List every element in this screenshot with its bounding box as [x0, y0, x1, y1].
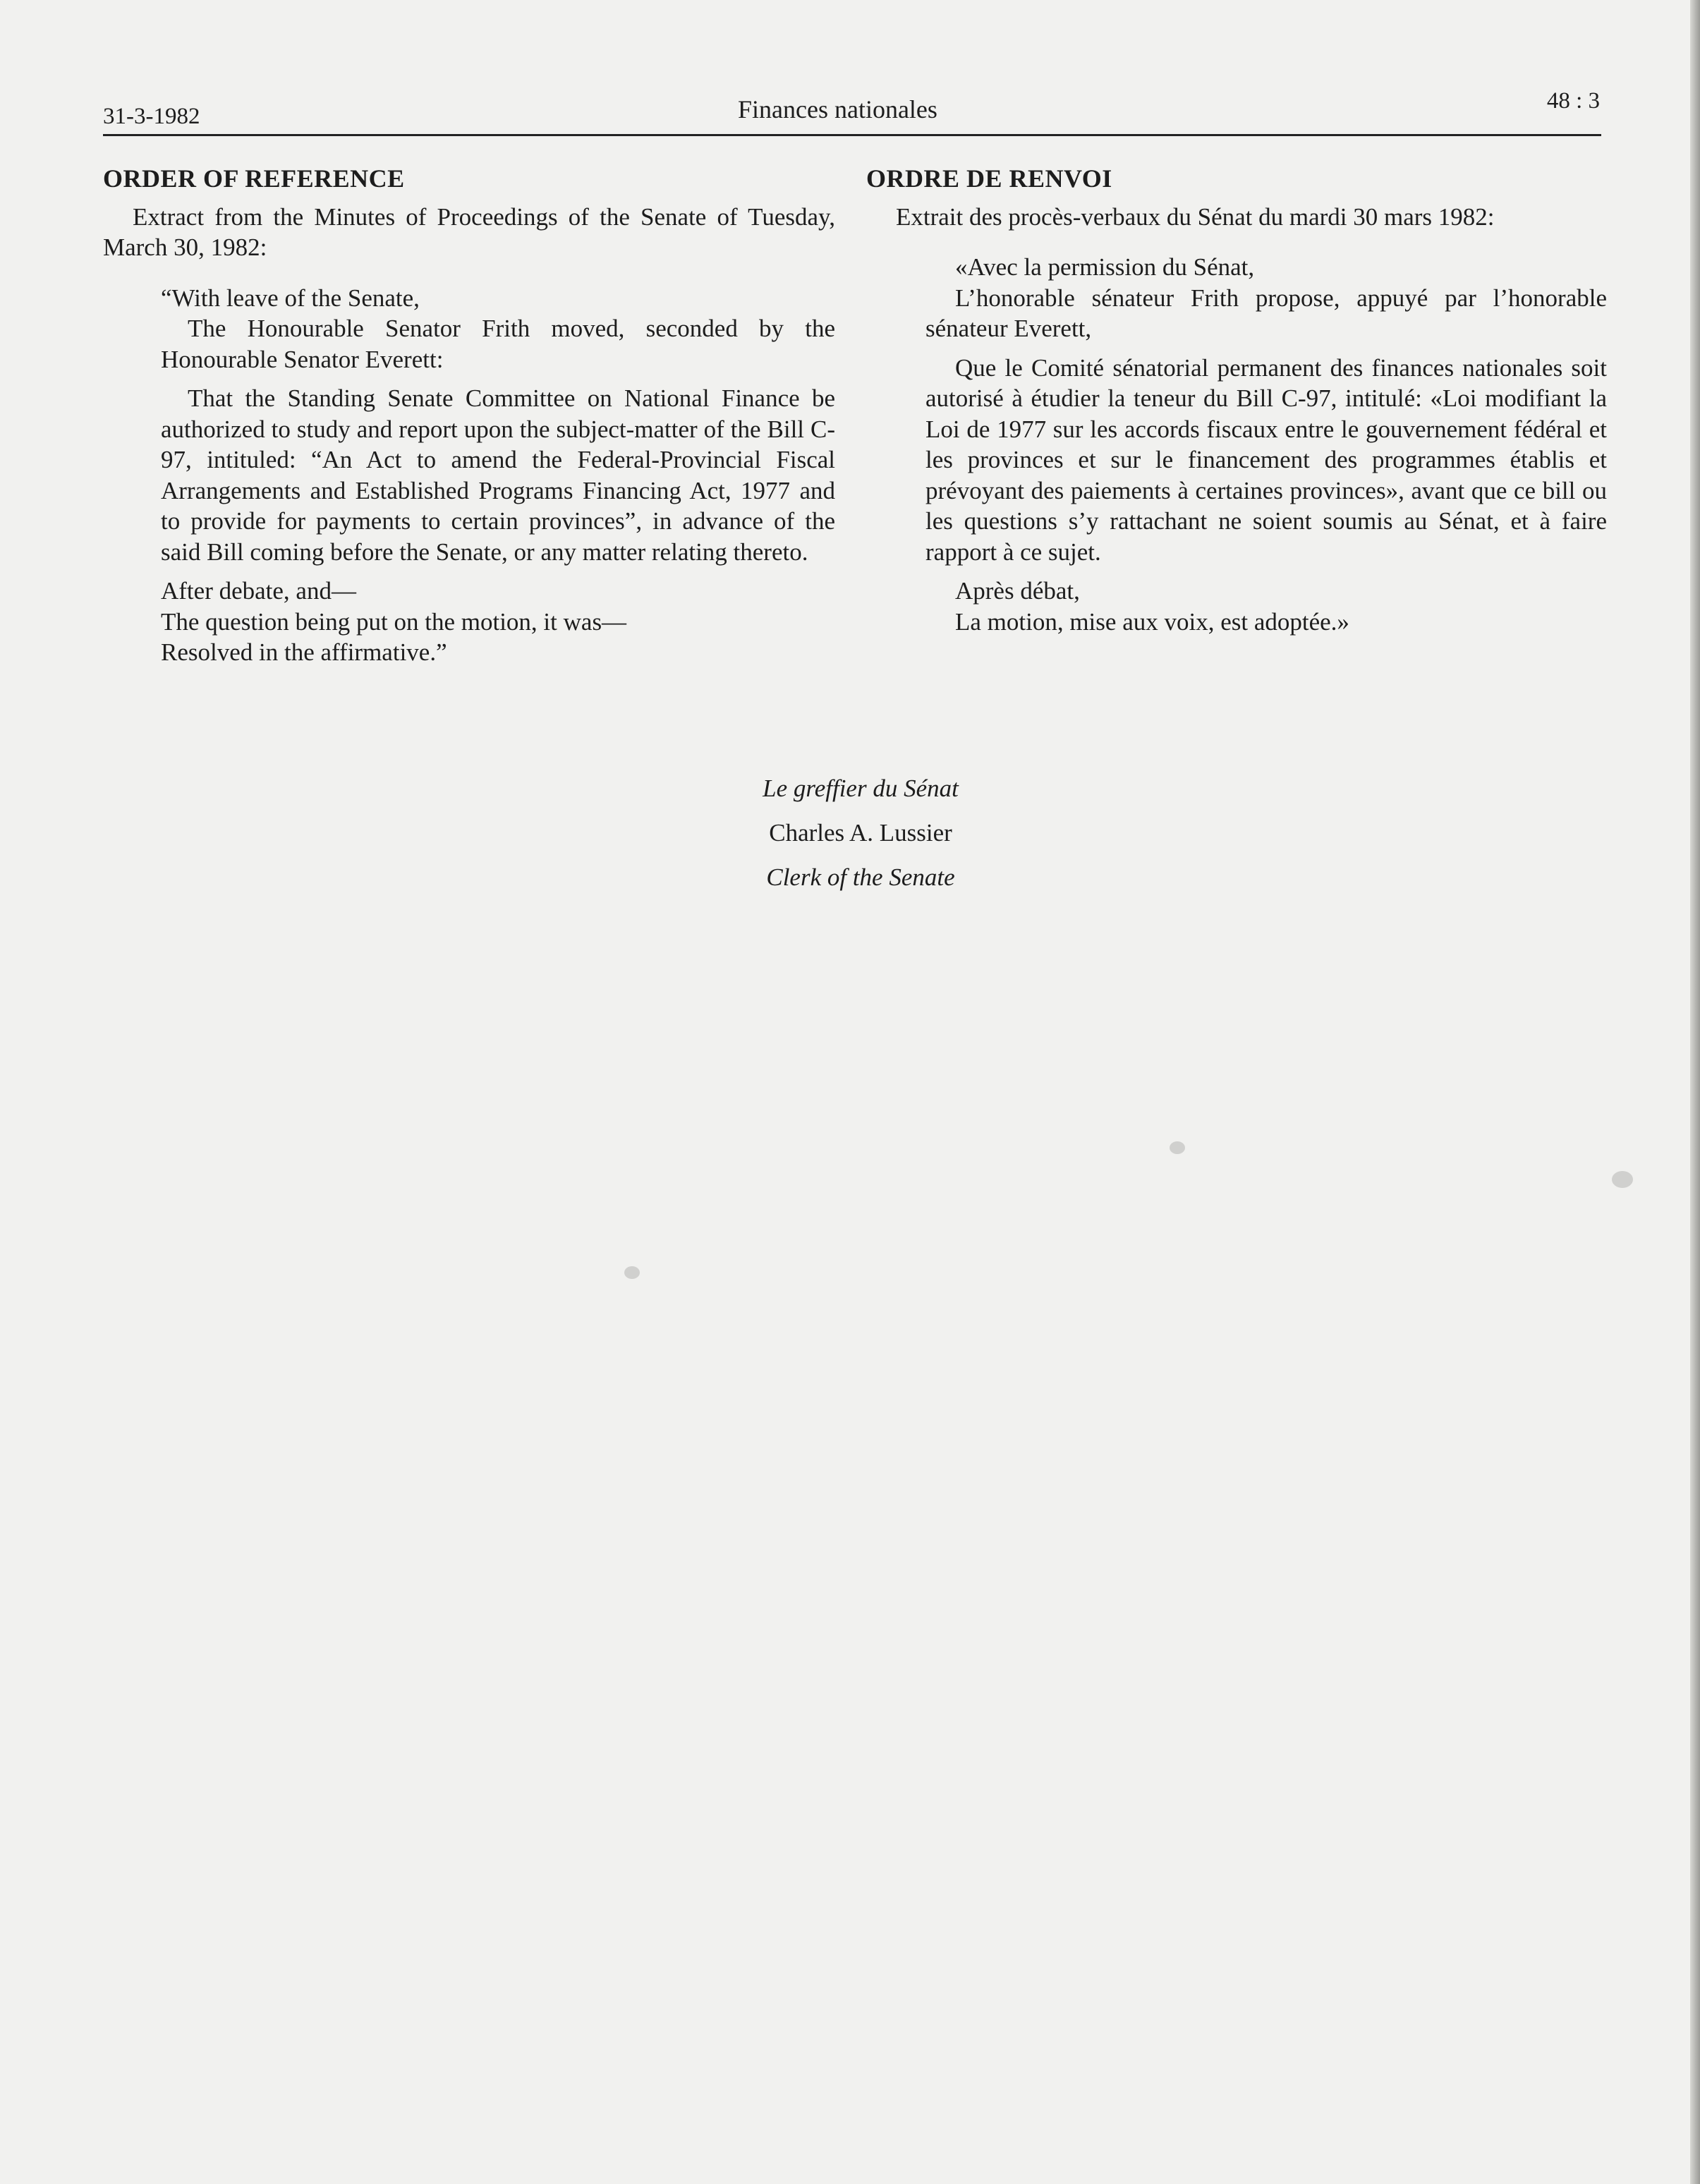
ordre-de-renvoi-heading: ORDRE DE RENVOI	[866, 164, 1112, 193]
header-title: Finances nationales	[738, 95, 937, 123]
english-column	[103, 164, 835, 668]
extract-intro: Extract from the Minutes of Proceedings of the Senate of Tuesday, March 30, 1982:	[103, 202, 835, 261]
resolved-line: Resolved in the affirmative.”	[161, 638, 447, 666]
leave-line: “With leave of the Senate,	[161, 284, 420, 312]
debat-line: Après débat,	[955, 577, 1080, 605]
resolution-fr-paragraph: Que le Comité sénatorial permanent des finances nationales soit autorisé à étudier la teneur du Bill C-97, intitulé: «Loi modifiant la Loi de 1977 sur les accords fiscaux entre le gouvernement fédéral et les provinces et sur le financement des programmes établis et prévoyant des paiements à certaines provinces», avant que ce bill ou les questions s’y rattachant ne soient soumis au Sénat, et à faire rapport à ce sujet.	[925, 353, 1607, 566]
motion-paragraph: The Honourable Senator Frith moved, seconded by the Honourable Senator Everett:	[161, 315, 835, 373]
header-page-number: 48 : 3	[1546, 88, 1600, 114]
signature-title-fr: Le greffier du Sénat	[763, 775, 959, 802]
extrait-intro: Extrait des procès-verbaux du Sénat du mardi 30 mars 1982:	[896, 202, 1495, 231]
page-edge-shadow	[1690, 0, 1700, 2184]
header-date: 31-3-1982	[103, 104, 200, 129]
resolution-paragraph: That the Standing Senate Committee on National Finance be authorized to study and report upon the subject-matter of the Bill C-97, intituled: “An Act to amend the Federal-Provincial Fiscal Arrangements and Established Programs Financing Act, 1977 and to provide for payments to certain provinces”, in advance of the said Bill coming before the Senate, or any matter relating thereto.	[161, 384, 835, 566]
debate-line: After debate, and—	[161, 577, 356, 605]
french-column	[866, 164, 1607, 637]
running-header	[103, 83, 1601, 136]
ink-spot	[624, 1266, 640, 1279]
ink-spot	[1170, 1141, 1185, 1154]
signature-name: Charles A. Lussier	[769, 819, 952, 847]
order-of-reference-heading: ORDER OF REFERENCE	[103, 164, 405, 193]
adoptee-line: La motion, mise aux voix, est adoptée.»	[955, 607, 1349, 636]
question-line: The question being put on the motion, it was—	[161, 607, 627, 636]
signature-title-en: Clerk of the Senate	[766, 863, 955, 891]
ink-spot	[1612, 1171, 1633, 1188]
proposition-paragraph: L’honorable sénateur Frith propose, appuyé par l’honorable sénateur Everett,	[925, 284, 1607, 342]
permission-line: «Avec la permission du Sénat,	[955, 253, 1255, 281]
